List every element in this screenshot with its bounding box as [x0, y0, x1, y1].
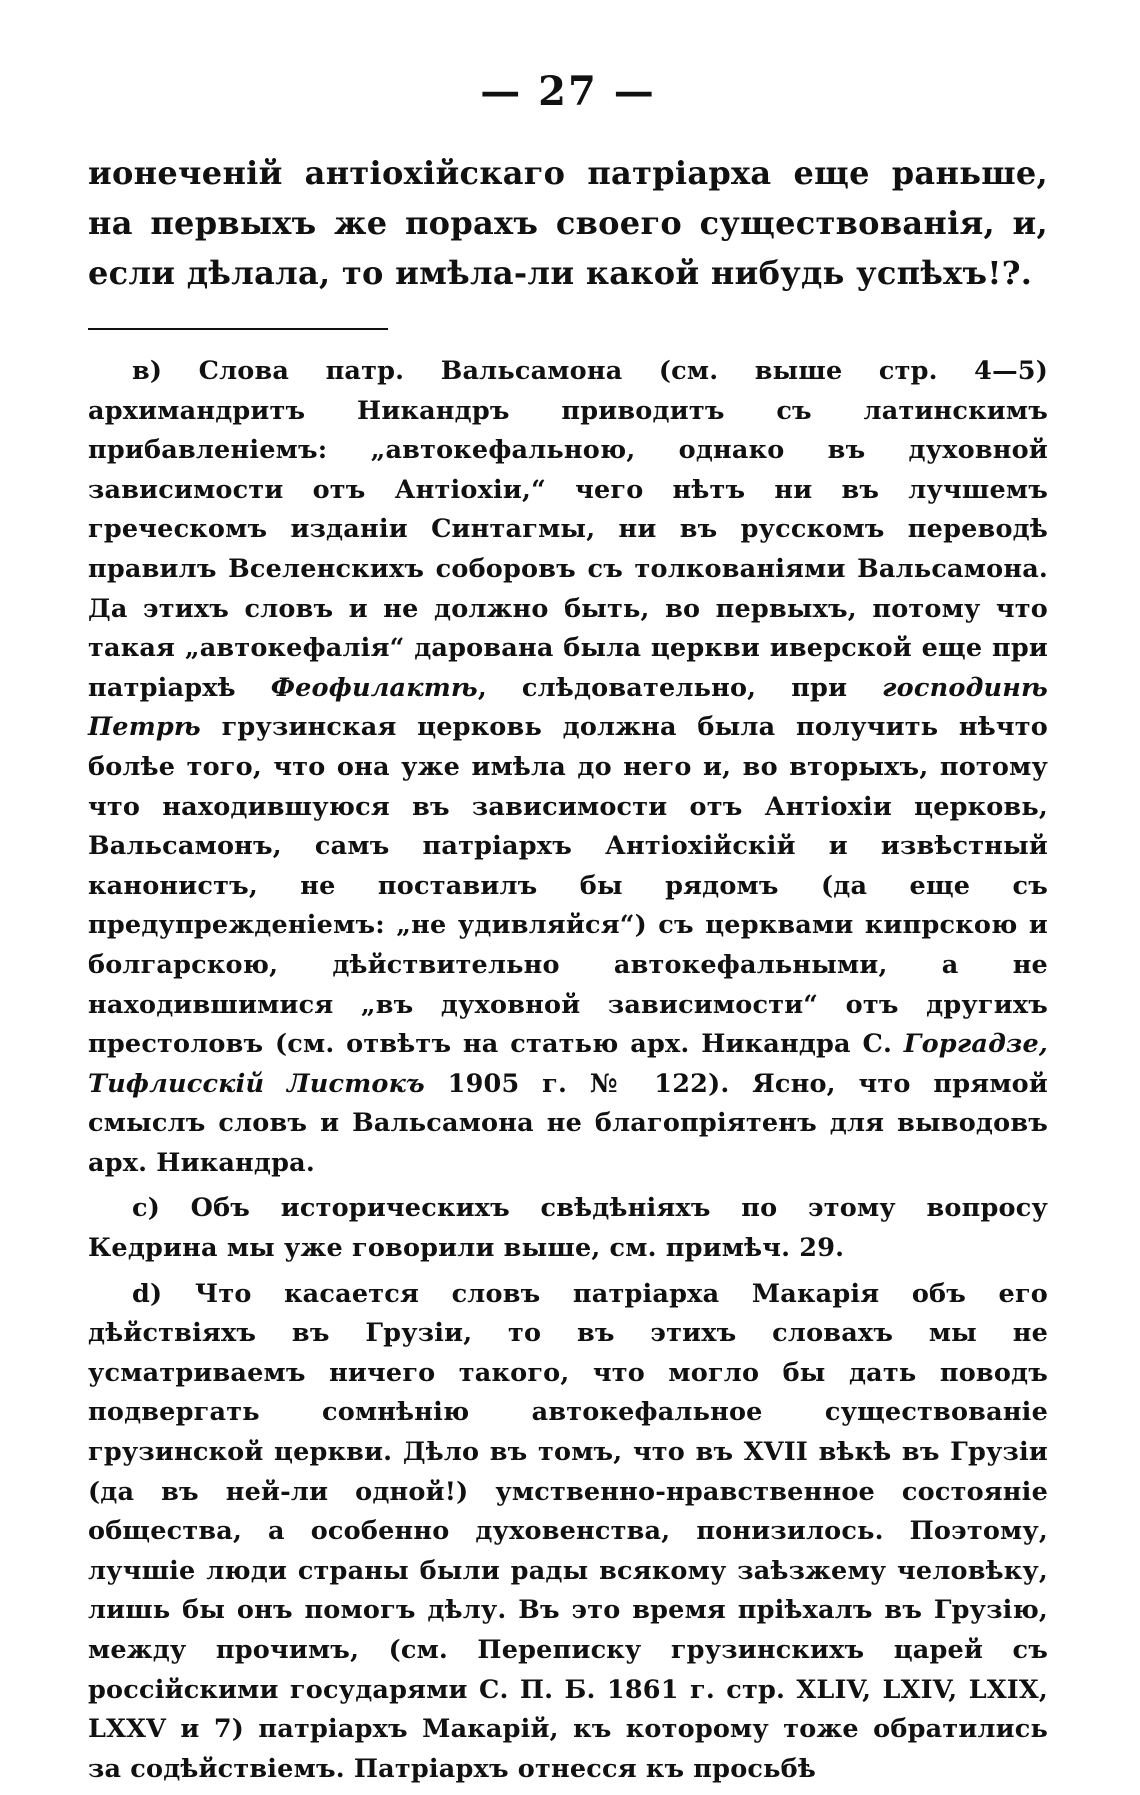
footnote-d: d) Что касается словъ патріарха Макарія объ его дѣйствіяхъ въ Грузіи, то въ этихъ словахъ мы не усматриваемъ ничего такого, что могло бы дать поводъ подвергать сомнѣнію автокефальное существованіе грузинской церкви. Дѣло въ томъ, что въ XVII вѣкѣ въ Грузіи (да въ ней-ли одной!) умственно-нравственное состояніе общества, а особенно духовенства, понизилось. Поэтому, лучшіе люди страны были рады всякому заѣзжему человѣку, лишь бы онъ помогъ дѣлу. Въ это время пріѣхалъ въ Грузію, между прочимъ, (см. Переписку грузинскихъ царей съ россійскими государями С. П. Б. 1861 г. стр. XLIV, LXIV, LXIX, LXXV и 7) патріархъ Макарій, къ которому тоже обратились за содѣйствіемъ. Патріархъ отнесся къ просьбѣ: [88, 1278, 1048, 1784]
footnote-b-gospodin-petr: господинѣ Петрѣ: [88, 672, 1048, 743]
footnote-c: с) Объ историческихъ свѣдѣніяхъ по этому вопросу Кедрина мы уже говорили выше, см. примѣч. 29.: [88, 1193, 1048, 1264]
footnote-separator: [88, 328, 388, 330]
footnote-b-source: Горгадзе, Тифлисскій Листокъ: [88, 1029, 1048, 1099]
footnote-b-text-1: в) Слова патр. Вальсамона (см. выше стр. 4—5) архимандритъ Никандръ приводитъ съ латинскимъ прибавленіемъ: „автокефальною, однако въ духовной зависимости отъ Антіохіи,“ чего нѣтъ ни въ лучшемъ греческомъ изданіи Синтагмы, ни въ русскомъ переводѣ правилъ Вселенскихъ соборовъ съ толкованіями Вальсамона. Да этихъ словъ и не должно быть, во первыхъ, потому что такая „автокефалія“ дарована была церкви иверской еще при патріархѣ: [88, 356, 1048, 703]
page-number: — 27 —: [480, 68, 656, 115]
footnote-b-feofilakt: Феофилактѣ: [270, 672, 478, 703]
footnote-b: [88, 352, 1048, 1183]
footnote-b-text-2: , слѣдовательно, при: [477, 672, 883, 703]
footnote-b-text-4: 1905 г. № 122). Ясно, что прямой смыслъ словъ и Вальсамона не благопріятенъ для выводовъ арх. Никандра.: [88, 1068, 1048, 1178]
document-page: [88, 68, 1048, 1795]
footnote-b-text-3: грузинская церковь должна была получить нѣчто болѣе того, что она уже имѣла до него и, во вторыхъ, потому что находившуюся въ зависимости отъ Антіохіи церковь, Вальсамонъ, самъ патріархъ Антіохійскій и извѣстный канонистъ, не поставилъ бы рядомъ (да еще съ предупрежденіемъ: „не удивляйся“) съ церквами кипрскою и болгарскою, дѣйствительно автокефальными, а не находившимися „въ духовной зависимости“ отъ другихъ престоловъ (см. отвѣтъ на статью арх. Никандра С.: [88, 712, 1048, 1060]
lead-paragraph: ионеченій антіохійскаго патріарха еще раньше, на первыхъ же порахъ своего существованія, и, если дѣлала, то имѣла-ли какой нибудь успѣхъ!?.: [88, 154, 1048, 292]
